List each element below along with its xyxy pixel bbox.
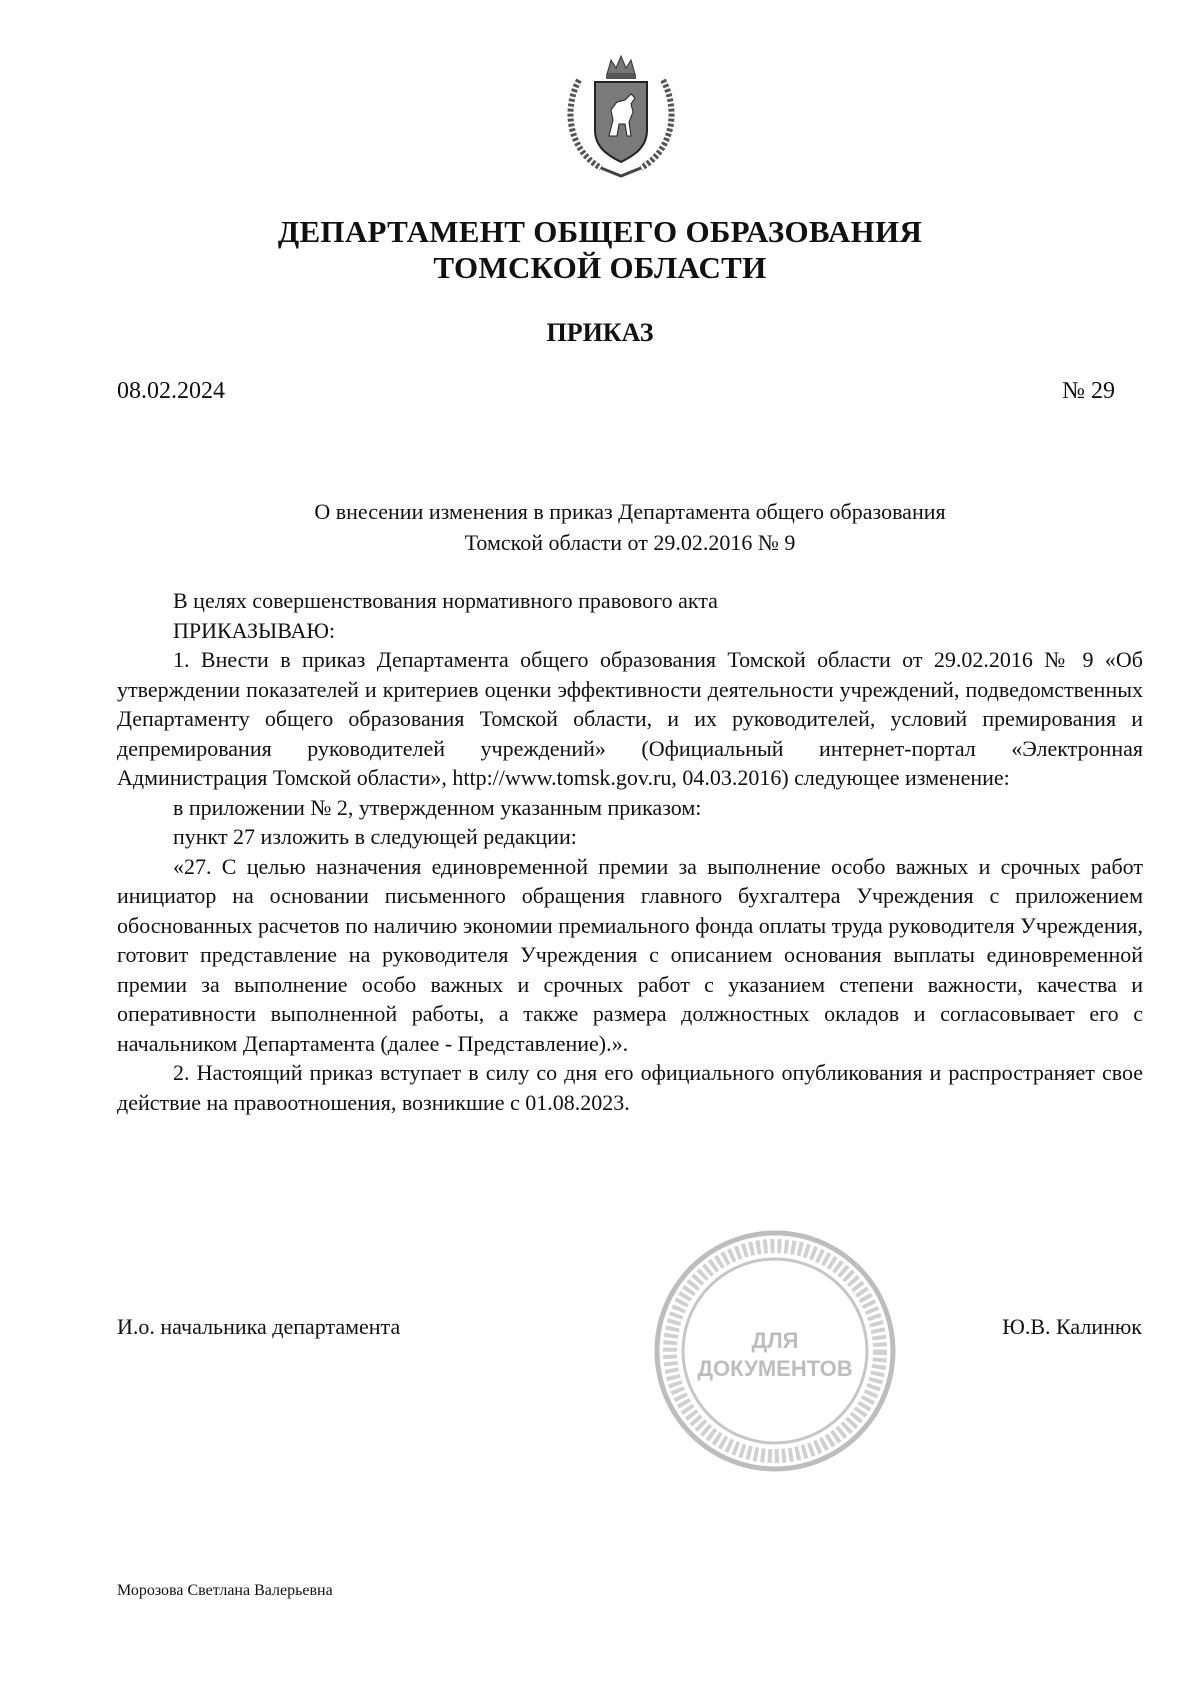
order-date: 08.02.2024 [117,378,225,404]
purpose-paragraph: В целях совершенствования нормативного правового акта [173,588,718,613]
quoted-point-27: «27. С целью назначения единовременной премии за выполнение особо важных и срочных работ инициатор на основании письменного обращения главного бухгалтера Учреждения с приложением обоснованных расчетов по наличию экономии премиального фонда оплаты труда руководителя Учреждения, готовит представление на руководителя Учреждения с описанием основания выплаты единовременной премии за выполнение особо важных и срочных работ с указанием степени важности, качества и оперативности выполненной работы, а также размера должностных окладов и согласовывает его с начальником Департамента (далее - Представление).». [117,853,1143,1056]
executor-name: Морозова Светлана Валерьевна [117,1582,333,1599]
seal-text-line2: ДОКУМЕНТОВ [697,1356,853,1381]
seal-text-line1: ДЛЯ [751,1328,799,1353]
item-2-paragraph: 2. Настоящий приказ вступает в силу со дня его официального опубликования и распространяет свое действие на правоотношения, возникшие с 01.08.2023. [117,1060,1143,1115]
official-seal-stamp [650,1226,900,1476]
signatory-name: Ю.В. Калинюк [1002,1314,1142,1339]
point-paragraph: пункт 27 изложить в следующей редакции: [173,824,577,849]
document-type: ПРИКАЗ [546,318,654,347]
subject-line1: О внесении изменения в приказ Департамента общего образования [314,499,946,524]
order-number: № 29 [1062,378,1115,404]
subject-line2: Томской области от 29.02.2016 № 9 [464,530,796,555]
department-name-line1: ДЕПАРТАМЕНТ ОБЩЕГО ОБРАЗОВАНИЯ [277,214,923,249]
coat-of-arms-emblem [561,50,681,180]
department-name-line2: ТОМСКОЙ ОБЛАСТИ [433,250,767,285]
item-1-paragraph: 1. Внести в приказ Департамента общего образования Томской области от 29.02.2016 № 9 «Об утверждении показателей и критериев оценки эффективности деятельности учреждений, подведомственных Департаменту общего образования Томской области, и их руководителей, условий премирования и депремирования руководителей учреждений» (Официальный интернет-портал «Электронная Администрация Томской области», http://www.tomsk.gov.ru, 04.03.2016) следующее изменение: [117,647,1143,790]
annex-paragraph: в приложении № 2, утвержденном указанным приказом: [173,794,702,820]
order-subject [0,496,1200,558]
order-directive: ПРИКАЗЫВАЮ: [173,617,336,643]
signatory-title: И.о. начальника департамента [117,1314,401,1339]
order-body [117,586,1143,1117]
